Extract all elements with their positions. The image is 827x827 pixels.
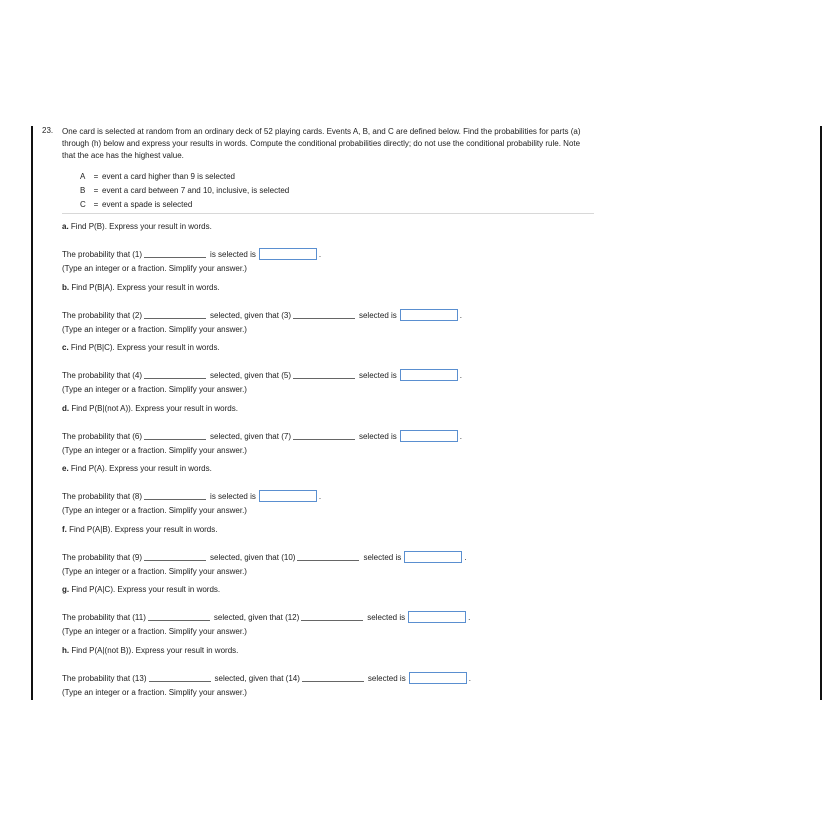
part-title-text: Find P(B|A). Express your result in words. <box>71 283 220 292</box>
hint-text: (Type an integer or a fraction. Simplify your answer.) <box>62 264 247 273</box>
answer-prefix: The probability that (13) <box>62 673 147 683</box>
question-text: One card is selected at random from an ordinary deck of 52 playing cards. Events A, B, and C are defined below. Find the probabilities for parts (a) through (h) below and express your results in words. Compute the conditional probabilities directly; do not use the conditional probability rule. Note that the ace has the highest value. <box>62 127 581 160</box>
left-border <box>31 126 33 700</box>
word-blank[interactable] <box>149 681 211 682</box>
part-letter: b. <box>62 283 70 292</box>
answer-line <box>62 610 470 624</box>
part-letter: e. <box>62 464 69 473</box>
answer-prefix: The probability that (8) <box>62 491 143 501</box>
part-title <box>62 283 220 292</box>
part-letter: g. <box>62 585 70 594</box>
hint-text: (Type an integer or a fraction. Simplify your answer.) <box>62 446 247 455</box>
part-letter: f. <box>62 525 67 534</box>
answer-suffix: selected is <box>363 552 402 562</box>
answer-input[interactable] <box>259 490 317 502</box>
part-title-text: Find P(A|B). Express your result in words. <box>69 525 218 534</box>
question-number: 23. <box>42 126 54 135</box>
part-title-text: Find P(A). Express your result in words. <box>70 464 212 473</box>
period: . <box>468 673 471 683</box>
divider <box>62 213 594 214</box>
answer-line <box>62 550 466 564</box>
answer-suffix: selected is <box>367 612 406 622</box>
word-blank[interactable] <box>297 560 359 561</box>
answer-suffix: selected is <box>358 370 397 380</box>
answer-middle: selected, given that (3) <box>210 310 291 320</box>
answer-middle: selected, given that (12) <box>213 612 300 622</box>
answer-suffix: selected is <box>358 431 397 441</box>
part-title <box>62 343 220 352</box>
answer-line <box>62 429 462 443</box>
answer-suffix: selected is <box>358 310 397 320</box>
part-title <box>62 404 238 413</box>
period: . <box>464 552 467 562</box>
answer-input[interactable] <box>409 672 467 684</box>
answer-middle: selected, given that (14) <box>214 673 300 683</box>
part-letter: c. <box>62 343 69 352</box>
answer-input[interactable] <box>259 248 317 260</box>
part-title <box>62 646 238 655</box>
word-blank[interactable] <box>144 499 206 500</box>
period: . <box>459 370 463 380</box>
answer-prefix: The probability that (9) <box>62 552 143 562</box>
word-blank[interactable] <box>144 318 206 319</box>
part-title-text: Find P(B|C). Express your result in words. <box>70 343 220 352</box>
answer-suffix: is selected is <box>210 491 256 501</box>
hint-text: (Type an integer or a fraction. Simplify your answer.) <box>62 567 247 576</box>
right-border <box>820 126 822 700</box>
part-title-text: Find P(A|(not B)). Express your result in words. <box>71 646 239 655</box>
answer-line <box>62 247 321 261</box>
word-blank[interactable] <box>144 257 206 258</box>
answer-line <box>62 671 471 685</box>
answer-middle: selected, given that (10) <box>210 552 296 562</box>
word-blank[interactable] <box>293 378 355 379</box>
word-blank[interactable] <box>144 439 206 440</box>
word-blank[interactable] <box>144 378 206 379</box>
period: . <box>318 249 322 259</box>
answer-suffix: selected is <box>367 673 406 683</box>
answer-line <box>62 489 321 503</box>
word-blank[interactable] <box>144 560 206 561</box>
period: . <box>318 491 322 501</box>
answer-input[interactable] <box>404 551 462 563</box>
word-blank[interactable] <box>293 318 355 319</box>
answer-input[interactable] <box>400 369 458 381</box>
part-title-text: Find P(B|(not A)). Express your result in words. <box>71 404 238 413</box>
answer-middle: selected, given that (5) <box>210 370 291 380</box>
word-blank[interactable] <box>302 681 364 682</box>
hint-text: (Type an integer or a fraction. Simplify your answer.) <box>62 385 247 394</box>
answer-prefix: The probability that (11) <box>62 612 146 622</box>
definition-a: A = event a card higher than 9 is selected <box>80 172 235 181</box>
part-title-text: Find P(B). Express your result in words. <box>70 222 212 231</box>
part-letter: h. <box>62 646 70 655</box>
answer-suffix: is selected is <box>210 249 256 259</box>
answer-input[interactable] <box>400 430 458 442</box>
answer-prefix: The probability that (4) <box>62 370 143 380</box>
answer-prefix: The probability that (6) <box>62 431 143 441</box>
part-title <box>62 525 217 534</box>
answer-input[interactable] <box>400 309 458 321</box>
word-blank[interactable] <box>293 439 355 440</box>
definition-c: C = event a spade is selected <box>80 200 193 209</box>
part-title-text: Find P(A|C). Express your result in words. <box>71 585 221 594</box>
word-blank[interactable] <box>148 620 210 621</box>
hint-text: (Type an integer or a fraction. Simplify your answer.) <box>62 325 247 334</box>
answer-input[interactable] <box>408 611 466 623</box>
answer-line <box>62 368 462 382</box>
part-title <box>62 222 212 231</box>
answer-line <box>62 308 462 322</box>
part-title <box>62 464 212 473</box>
part-title <box>62 585 220 594</box>
answer-prefix: The probability that (1) <box>62 249 143 259</box>
period: . <box>459 431 463 441</box>
period: . <box>468 612 471 622</box>
answer-prefix: The probability that (2) <box>62 310 143 320</box>
period: . <box>459 310 463 320</box>
hint-text: (Type an integer or a fraction. Simplify your answer.) <box>62 627 247 636</box>
definition-b: B = event a card between 7 and 10, inclusive, is selected <box>80 186 290 195</box>
part-letter: d. <box>62 404 70 413</box>
hint-text: (Type an integer or a fraction. Simplify your answer.) <box>62 506 247 515</box>
word-blank[interactable] <box>301 620 363 621</box>
part-letter: a. <box>62 222 69 231</box>
answer-middle: selected, given that (7) <box>210 431 291 441</box>
hint-text: (Type an integer or a fraction. Simplify your answer.) <box>62 688 247 697</box>
